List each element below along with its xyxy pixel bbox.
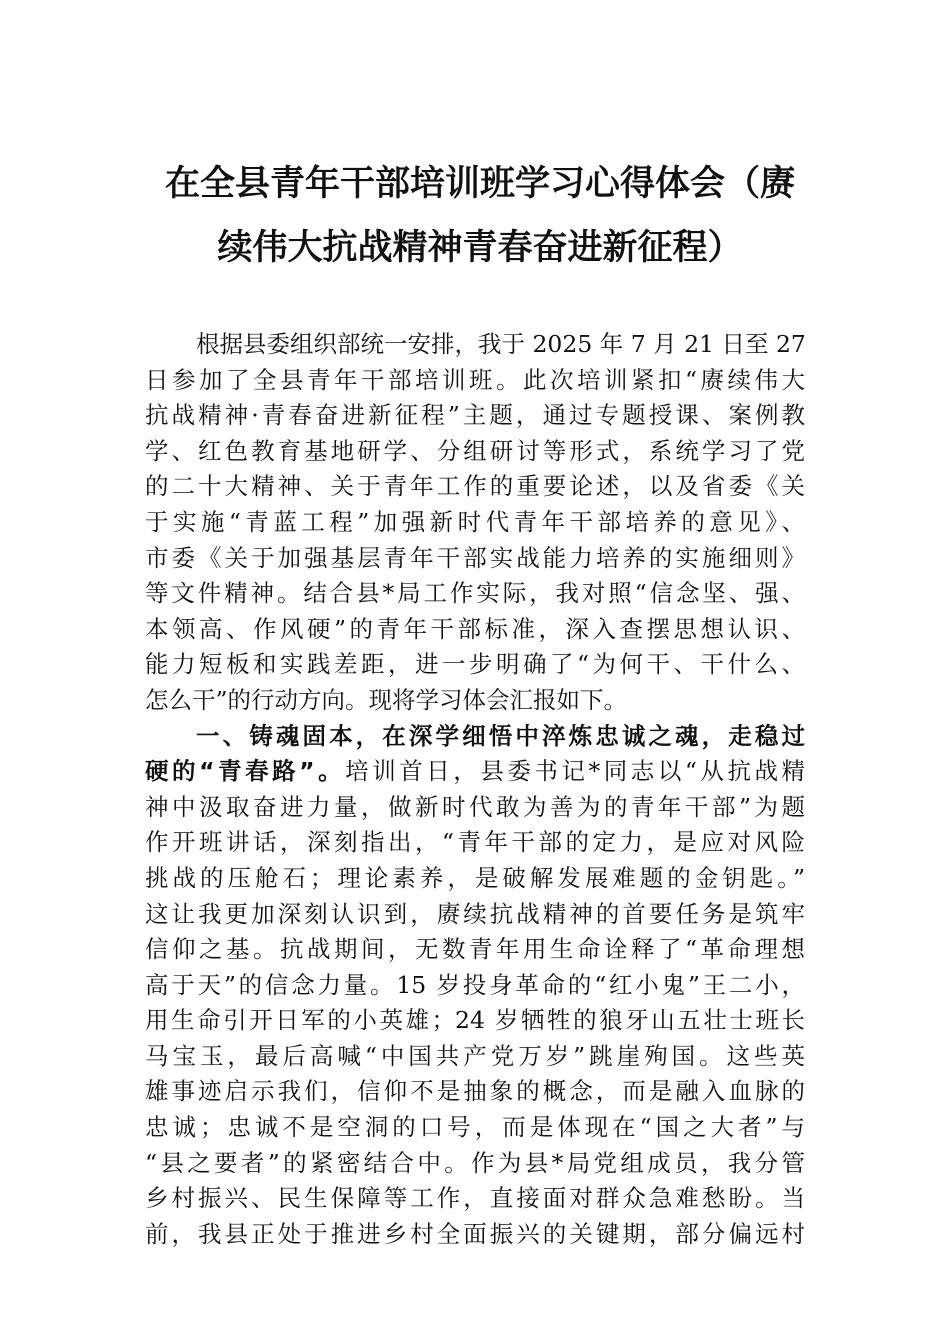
text-line: 抗战精神·青春奋进新征程”主题，通过专题授课、案例教 [145,401,805,430]
text-line: 高于天”的信念力量。15 岁投身革命的“红小鬼”王二小， [145,970,805,999]
text-line: 作开班讲话，深刻指出，“青年干部的定力，是应对风险 [145,828,805,857]
text-line: 日参加了全县青年干部培训班。此次培训紧扣“赓续伟大 [145,365,805,394]
document-title [140,152,820,280]
text-line: 学、红色教育基地研学、分组研讨等形式，系统学习了党 [145,436,805,465]
text-line: 这让我更加深刻认识到，赓续抗战精神的首要任务是筑牢 [145,899,805,928]
text-line: 雄事迹启示我们，信仰不是抽象的概念，而是融入血脉的 [145,1077,805,1106]
text-line: 前，我县正处于推进乡村全面振兴的关键期，部分偏远村 [145,1219,805,1248]
section-heading: 一、铸魂固本，在深学细悟中淬炼忠诚之魂，走稳过 [196,721,805,750]
text-line: 马宝玉，最后高喊“中国共产党万岁”跳崖殉国。这些英 [145,1041,805,1070]
section-text-start: 培训首日，县委书记*同志以“从抗战精 [345,757,806,786]
text-line: 神中汲取奋进力量，做新时代敢为善为的青年干部”为题 [145,792,805,821]
section-1 [145,719,805,1253]
text-line: 根据县委组织部统一安排，我于 2025 年 7 月 21 日至 27 [196,330,806,358]
text-line: “县之要者”的紧密结合中。作为县*局党组成员，我分管 [145,1148,805,1177]
title-line: 续伟大抗战精神青春奋进新征程） [217,228,743,268]
text-line: 信仰之基。抗战期间，无数青年用生命诠释了“革命理想 [145,935,805,964]
text-line: 本领高、作风硬”的青年干部标准，深入查摆思想认识、 [145,614,805,643]
text-line: 怎么干”的行动方向。现将学习体会汇报如下。 [145,685,628,714]
text-line: 能力短板和实践差距，进一步明确了“为何干、干什么、 [145,650,805,679]
text-line: 的二十大精神、关于青年工作的重要论述，以及省委《关 [145,472,805,501]
paragraph-intro [145,327,805,719]
text-line: 挑战的压舱石；理论素养，是破解发展难题的金钥匙。” [145,863,805,892]
section-heading-end: 硬的“青春路”。 [145,757,346,786]
document-body [145,327,805,1252]
text-line: 于实施“青蓝工程”加强新时代青年干部培养的意见》、 [145,507,805,536]
text-line: 用生命引开日军的小英雄；24 岁牺牲的狼牙山五壮士班长 [145,1006,805,1035]
text-line [145,754,805,790]
title-line: 在全县青年干部培训班学习心得体会（赓 [164,164,795,204]
text-line: 等文件精神。结合县*局工作实际，我对照“信念坚、强、 [145,579,805,608]
text-line: 乡村振兴、民生保障等工作，直接面对群众急难愁盼。当 [145,1184,805,1213]
text-line: 忠诚；忠诚不是空洞的口号，而是体现在“国之大者”与 [145,1113,805,1142]
text-line: 市委《关于加强基层青年干部实战能力培养的实施细则》 [145,543,805,572]
